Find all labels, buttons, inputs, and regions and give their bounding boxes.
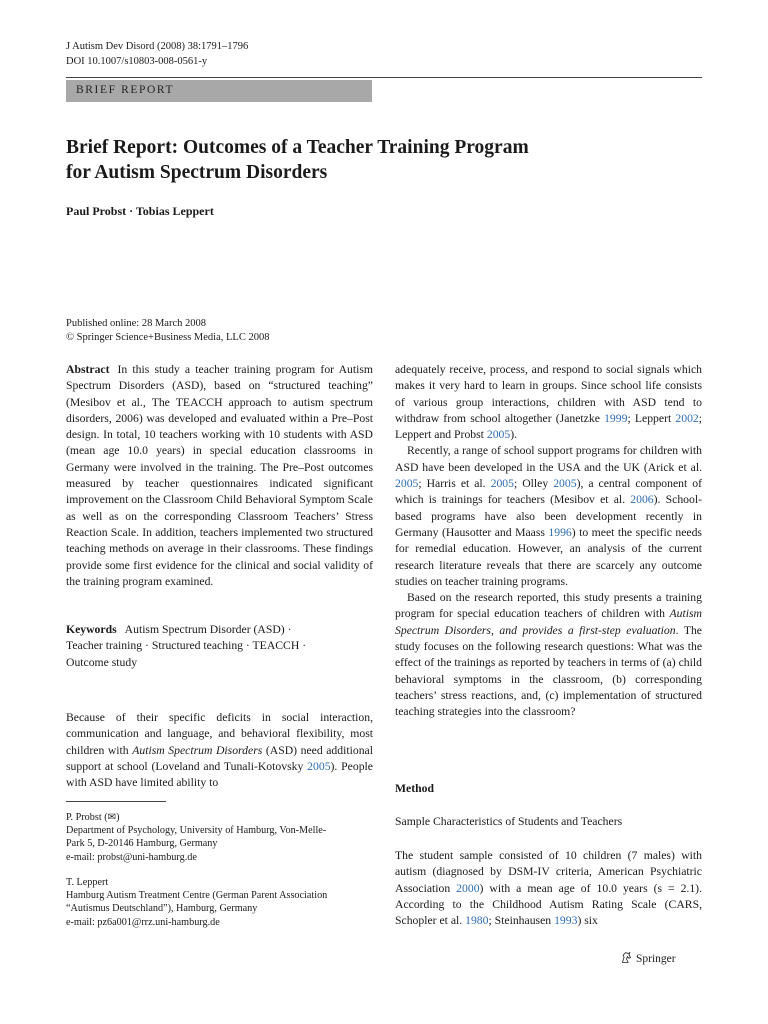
- keywords-line-3: Outcome study: [66, 655, 138, 669]
- citation-link[interactable]: 2005: [486, 428, 511, 442]
- keywords-label: Keywords: [66, 623, 117, 636]
- abstract-text: In this study a teacher training program for Autism Spectrum Disorders (ASD), based on “structured teaching” (Mesibov et al., The TEACCH approach to autism spectrum disorders, 2006) was developed and evaluated within a Pre–Post design. In total, 10 teachers working with 10 students with ASD (mean age 10.0 years) in special education classrooms in Germany were involved in the training. The Pre–Post outcomes measured by teacher questionnaires indicated significant improvement on the Classroom Child Behavioral Symptom Scale as well as on the corresponding Classroom Teachers’ Stress Reaction Scale. In addition, teachers implemented two structured teaching methods on average in their classrooms. These findings provide some first evidence for the clinical and social validity of the training program examined.: [66, 363, 373, 588]
- citation-link[interactable]: 2005: [307, 759, 331, 773]
- title-line-1: Brief Report: Outcomes of a Teacher Training Program: [66, 137, 529, 158]
- footnote-rule: [66, 801, 166, 802]
- section-heading-method: Method: [395, 782, 434, 795]
- article-type-label: BRIEF REPORT: [76, 84, 175, 96]
- email-link[interactable]: e-mail: pz6a001@rrz.uni-hamburg.de: [66, 916, 220, 928]
- subsection-heading: Sample Characteristics of Students and Teachers: [395, 815, 623, 828]
- affiliation-name: T. Leppert: [66, 877, 109, 888]
- article-type-banner: [66, 80, 372, 102]
- journal-citation: J Autism Dev Disord (2008) 38:1791–1796: [66, 41, 249, 52]
- citation-link[interactable]: 1980: [465, 914, 489, 928]
- article-title: [66, 135, 666, 185]
- citation-link[interactable]: 1999: [604, 411, 628, 425]
- abstract-label: Abstract: [66, 363, 110, 376]
- publisher-mark: [620, 951, 676, 967]
- method-paragraph: The student sample consisted of 10 children (7 males) with autism (diagnosed by DSM-IV criteria, American Psychiatric Association 2000) with a mean age of 10.0 years (s = 2.1). According to the Childhood Autism Rating Scale (CARS, Schopler et al. 1980; Steinhausen 1993) six: [395, 849, 702, 928]
- paragraph: adequately receive, process, and respond to social signals which makes it very hard to learn in groups. Since school life consists of various group interactions, children with ASD tend to withdraw from school altogether (Janetzke 1999; Leppert 2002; Leppert and Probst 2005).: [395, 363, 703, 442]
- citation-link[interactable]: 2000: [456, 881, 480, 895]
- affiliation-leppert: T. Leppert Hamburg Autism Treatment Centre (German Parent Association “Autismus Deutschland”), Hamburg, Germany e-mail: pz6a001@rrz.uni-hamburg.de: [66, 876, 373, 929]
- abstract: [66, 362, 373, 590]
- affiliation-probst: P. Probst (✉) Department of Psychology, University of Hamburg, Von-Melle- Park 5, D-20146 Hamburg, Germany e-mail: probst@uni-hamburg.de: [66, 811, 373, 864]
- doi: DOI 10.1007/s10803-008-0561-y: [66, 56, 208, 67]
- email-link[interactable]: e-mail: probst@uni-hamburg.de: [66, 851, 197, 863]
- header-rule: [66, 77, 702, 78]
- springer-horse-icon: [620, 951, 633, 967]
- paragraph: Recently, a range of school support programs for children with ASD have been developed in the USA and the UK (Arick et al. 2005; Harris et al. 2005; Olley 2005), a central component of which is trainings for teachers (Mesibov et al. 2006). School-based programs have also been development recently in Germany (Hausotter and Maass 1996) to meet the specific needs for remedial education. However, an analysis of the current research literature reveals that there are scarcely any outcome studies on teacher training programs.: [395, 444, 702, 588]
- citation-link[interactable]: 1993: [554, 914, 578, 928]
- publication-info: [66, 317, 269, 345]
- intro-paragraph: Because of their specific deficits in social interaction, communication and language, and behavioral flexibility, most children with Autism Spectrum Disorders (ASD) need additional support at school (Loveland and Tunali-Kotovsky 2005). People with ASD have limited ability to: [66, 711, 373, 790]
- copyright: © Springer Science+Business Media, LLC 2008: [66, 332, 270, 343]
- citation-link[interactable]: 2006: [630, 493, 654, 507]
- right-column-body: [395, 362, 702, 721]
- citation-link[interactable]: 2005: [395, 477, 419, 491]
- publisher-name: Springer: [636, 953, 676, 965]
- citation-link[interactable]: 2005: [553, 477, 577, 491]
- keywords: [66, 622, 373, 671]
- paragraph: Based on the research reported, this study presents a training program for special education teachers of children with Autism Spectrum Disorders, and provides a first-step evaluation. The study focuses on the following research questions: What was the effect of the trainings as reported by teachers in terms of (a) child behavioral symptoms in the classroom, (b) corresponding teachers’ stress reactions, and, (c) implementation of structured teaching strategies into the classroom?: [395, 591, 702, 719]
- keywords-line-1: Autism Spectrum Disorder (ASD) ·: [124, 623, 292, 636]
- affiliation-name: P. Probst (✉): [66, 812, 120, 823]
- citation-link[interactable]: 2005: [490, 477, 514, 491]
- keywords-line-2: Teacher training · Structured teaching · TEACCH ·: [66, 639, 307, 653]
- published-date: Published online: 28 March 2008: [66, 318, 206, 329]
- authors: Paul Probst · Tobias Leppert: [66, 204, 214, 218]
- citation-link[interactable]: 2002: [675, 411, 699, 425]
- citation-link[interactable]: 1996: [548, 525, 572, 539]
- title-line-2: for Autism Spectrum Disorders: [66, 162, 328, 183]
